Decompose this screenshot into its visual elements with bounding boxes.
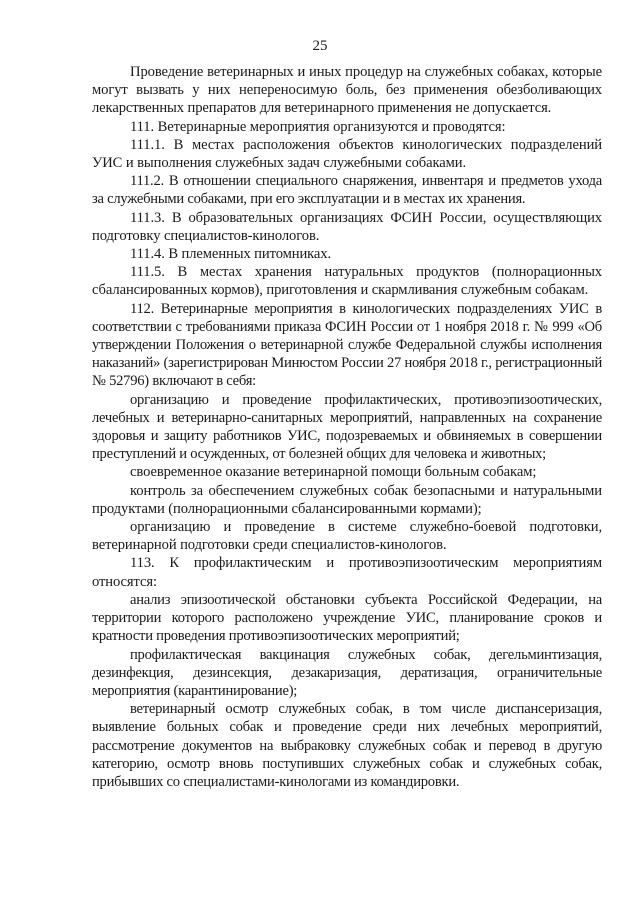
paragraph-113-item-1: анализ эпизоотической обстановки субъекта Российской Федерации, на территории которого расположено учреждение УИС, планирование сроков и кратности проведения противоэпизоотических мероприятий; (92, 591, 602, 645)
paragraph-111-3: 111.3. В образовательных организациях ФСИН России, осуществляющих подготовку специалистов-кинологов. (92, 209, 602, 244)
paragraph-112: 112. Ветеринарные мероприятия в кинологических подразделениях УИС в соответствии с требованиями приказа ФСИН России от 1 ноября 2018 г. № 999 «Об утверждении Положения о ветеринарной службе Федеральной службы исполнения наказаний» (зарегистрирован Минюстом России 27 ноября 2018 г., регистрационный № 52796) включают в себя: (92, 300, 603, 390)
paragraph-111-1: 111.1. В местах расположения объектов кинологических подразделений УИС и выполнения служебных задач служебными собаками. (92, 136, 602, 172)
paragraph-111-4: 111.4. В племенных питомниках. (130, 246, 332, 263)
paragraph-111-5: 111.5. В местах хранения натуральных продуктов (полнорационных сбалансированных кормов), приготовления и скармливания служебным собакам. (92, 264, 602, 299)
paragraph-112-item-4: организацию и проведение в системе служебно-боевой подготовки, ветеринарной подготовки среди специалистов-кинологов. (92, 519, 602, 554)
paragraph-112-item-1: организацию и проведение профилактических, противоэпизоотических, лечебных и ветеринарно-санитарных мероприятий, направленных на сохранение здоровья и защиту работников УИС, подозреваемых и обвиняемых в совершении преступлений и осужденных, от болезней общих для человека и животных; (92, 391, 602, 463)
paragraph-anesthesia: Проведение ветеринарных и иных процедур на служебных собаках, которые могут вызвать у них непереносимую боль, без применения обезболивающих лекарственных препаратов для ветеринарного применения не допускается. (92, 64, 602, 117)
paragraph-112-item-2: своевременное оказание ветеринарной помощи больным собакам; (130, 464, 537, 481)
paragraph-112-item-3: контроль за обеспечением служебных собак безопасными и натуральными продуктами (полнорационными сбалансированными кормами); (92, 482, 602, 517)
paragraph-111: 111. Ветеринарные мероприятия организуются и проводятся: (130, 118, 506, 135)
paragraph-111-2: 111.2. В отношении специального снаряжения, инвентаря и предметов ухода за служебными собаками, при его эксплуатации и в местах их хранения. (92, 173, 602, 208)
paragraph-113-item-3: ветеринарный осмотр служебных собак, в том числе диспансеризация, выявление больных собак и проведение среди них лечебных мероприятий, рассмотрение документов на выбраковку служебных собак и перевод в другую категорию, осмотр вновь поступивших служебных собак и служебных собак, прибывших со специалистами-кинологами из командировки. (92, 701, 602, 790)
document-body (92, 63, 602, 791)
paragraph-113-item-2: профилактическая вакцинация служебных собак, дегельминтизация, дезинфекция, дезинсекция, дезакаризация, дератизация, ограничительные мероприятия (карантинирование); (92, 646, 602, 699)
page-number: 25 (312, 38, 328, 54)
paragraph-113: 113. К профилактическим и противоэпизоотическим мероприятиям относятся: (92, 555, 602, 590)
